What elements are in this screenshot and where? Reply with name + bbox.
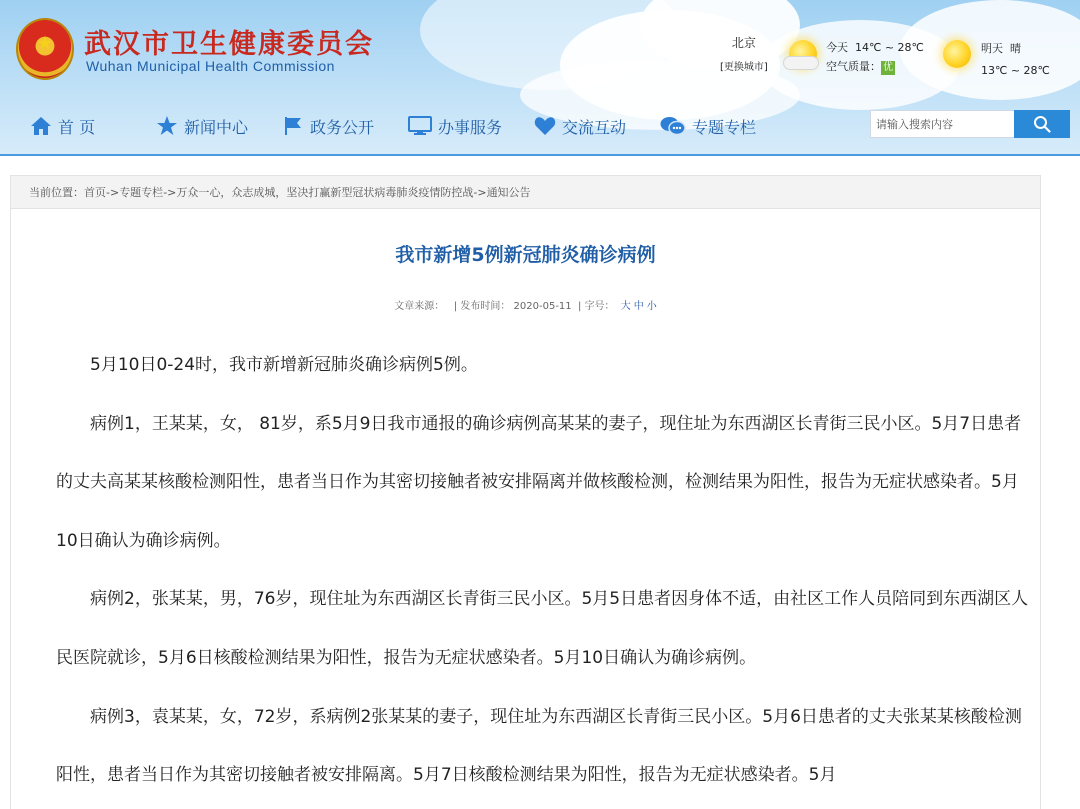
weather-city	[720, 34, 768, 73]
nav-item-news[interactable]	[156, 108, 248, 144]
article-paragraph: 病例3，袁某某，女，72岁，系病例2张某某的妻子，现住址为东西湖区长青街三民小区。5月6日患者的丈夫张某某核酸检测阳性，患者当日作为其密切接触者被安排隔离。5月7日核酸检测结果为阳性，报告为无症状感染者。5月	[56, 706, 1022, 786]
breadcrumb-item-topic[interactable]: 万众一心，众志成城，坚决打赢新型冠状病毒肺炎疫情防控战	[176, 186, 474, 199]
article-panel	[10, 175, 1041, 809]
home-icon	[30, 116, 52, 136]
nav-item-label: 政务公开	[310, 117, 375, 137]
monitor-icon	[408, 116, 432, 136]
breadcrumb	[11, 176, 1040, 209]
article-paragraph: 病例1，王某某，女， 81岁，系5月9日我市通报的确诊病例高某某的妻子，现住址为东西湖区长青街三民小区。5月7日患者的丈夫高某某核酸检测阳性，患者当日作为其密切接触者被安排隔离并做核酸检测，检测结果为阳性，报告为无症状感染者。5月10日确认为确诊病例。	[56, 413, 1022, 551]
breadcrumb-prefix: 当前位置：	[29, 186, 84, 199]
today-temp: 14℃ ~ 28℃	[855, 41, 924, 54]
chat-icon	[660, 116, 686, 136]
search-input[interactable]	[870, 110, 1015, 138]
change-city-link[interactable]: [更换城市]	[720, 62, 768, 73]
nav-item-label: 首 页	[58, 117, 96, 137]
tomorrow-condition: 晴	[1010, 42, 1021, 55]
sunny-icon	[943, 40, 971, 68]
today-label: 今天	[826, 41, 848, 54]
nav-item-label: 交流互动	[562, 117, 627, 137]
weather-today	[826, 38, 924, 76]
search-button[interactable]	[1014, 110, 1070, 138]
breadcrumb-item-special[interactable]: 专题专栏	[119, 186, 164, 199]
breadcrumb-item-notice[interactable]: 通知公告	[486, 186, 531, 199]
air-quality-label: 空气质量：	[826, 60, 881, 73]
article-paragraph: 5月10日0-24时，我市新增新冠肺炎确诊病例5例。	[90, 355, 478, 375]
nav-item-label: 办事服务	[438, 117, 503, 137]
nav-item-label: 专题专栏	[692, 117, 757, 137]
star-icon: ★	[36, 33, 54, 54]
breadcrumb-separator: ->	[163, 185, 177, 199]
site-title-english: Wuhan Municipal Health Commission	[86, 58, 335, 74]
font-size-small-button[interactable]: 小	[646, 301, 657, 312]
heart-icon	[534, 116, 556, 136]
nav-item-interaction[interactable]	[534, 108, 626, 144]
publish-date: 2020-05-11	[513, 301, 572, 312]
tomorrow-label: 明天	[981, 42, 1003, 55]
font-size-label: 字号：	[584, 301, 615, 312]
weather-tomorrow	[981, 38, 1050, 82]
font-size-large-button[interactable]: 大	[620, 301, 631, 312]
city-name: 北京	[731, 36, 756, 50]
nav-item-government[interactable]	[282, 108, 374, 144]
header-divider	[0, 154, 1080, 156]
search-icon	[1033, 115, 1051, 133]
nav-item-label: 新闻中心	[184, 117, 249, 137]
national-emblem-logo	[16, 18, 74, 80]
font-size-medium-button[interactable]: 中	[633, 301, 644, 312]
breadcrumb-separator: ->	[473, 185, 487, 199]
nav-item-special[interactable]	[660, 108, 756, 144]
search-box	[870, 110, 1070, 138]
article-paragraph: 病例2，张某某，男，76岁，现住址为东西湖区长青街三民小区。5月5日患者因身体不适，由社区工作人员陪同到东西湖区人民医院就诊，5月6日核酸检测结果为阳性，报告为无症状感染者。5月10日确认为确诊病例。	[56, 589, 1029, 668]
star-icon	[156, 116, 178, 136]
air-quality-badge: 优	[883, 62, 893, 73]
breadcrumb-separator: ->	[106, 185, 120, 199]
cloud-icon	[783, 56, 819, 70]
nav-item-home[interactable]	[30, 108, 95, 144]
article-body	[56, 336, 1031, 805]
site-header	[0, 0, 1080, 156]
tomorrow-temp: 13℃ ~ 28℃	[981, 64, 1050, 77]
main-nav	[0, 108, 860, 144]
flag-icon	[282, 116, 304, 136]
nav-item-services[interactable]	[408, 108, 502, 144]
source-label: 文章来源：	[394, 301, 445, 312]
article-title: 我市新增5例新冠肺炎确诊病例	[395, 244, 656, 266]
date-label: 发布时间：	[460, 301, 511, 312]
breadcrumb-item-home[interactable]: 首页	[84, 186, 106, 199]
article-meta: 文章来源： | 发布时间： 2020-05-11 | 字号： 大 中 小	[394, 301, 657, 312]
site-title: 武汉市卫生健康委员会	[84, 29, 374, 60]
